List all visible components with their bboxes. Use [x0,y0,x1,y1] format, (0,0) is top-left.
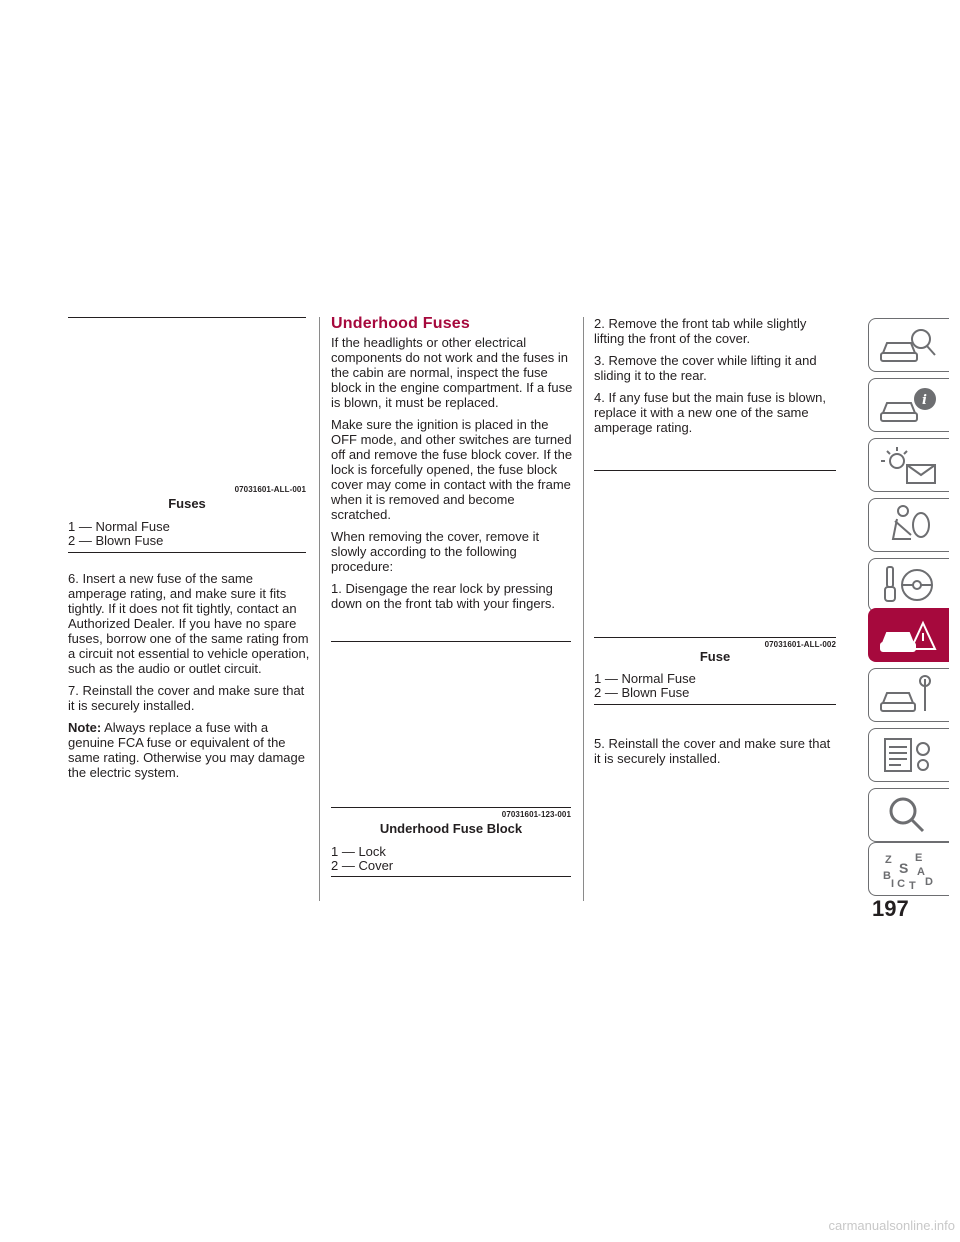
svg-text:i: i [922,393,927,408]
fig1-top-rule [68,317,306,318]
step-6: 6. Insert a new fuse of the same amperage rating, and make sure it fits tightly. If it does not fit tightly, contact an Authorized Dealer. If you have no spare fuses, borrow one of the same rating from a circuit not essential to vehicle operation, such as the audio or outlet circuit. [68,571,310,676]
tab-safety[interactable] [868,498,949,552]
svg-text:T: T [909,880,916,891]
right-body [594,316,838,442]
svg-text:E: E [915,852,923,864]
svg-text:A: A [917,866,925,878]
car-info-icon [877,383,941,427]
tab-warning-lights[interactable] [868,438,949,492]
svg-text:S: S [899,860,909,876]
step-7: 7. Reinstall the cover and make sure that it is securely installed. [68,683,305,713]
fig3-legend [594,672,836,700]
tab-in-case-of-emergency[interactable] [868,608,949,662]
svg-text:D: D [925,876,933,888]
fig1-title: Fuses [168,496,206,511]
tab-servicing-maintenance[interactable] [868,668,949,722]
warning-light-message-icon [877,443,941,487]
step-1: 1. Disengage the rear lock by pressing down on the front tab with your fingers. [331,581,556,611]
legend-item: 1 — Normal Fuse [594,671,696,686]
section-heading: Underhood Fuses [331,315,471,332]
tab-getting-to-know-vehicle[interactable] [868,318,949,372]
step-3: 3. Remove the cover while lifting it and sliding it to the rear. [594,353,817,383]
legend-item: 2 — Blown Fuse [68,533,164,548]
paragraph: If the headlights or other electrical components do not work and the fuses in the cabin are normal, inspect the fuse block in the engine compartment. If a fuse is blown, it must be replaced. [331,335,573,410]
note-text: Always replace a fuse with a genuine FCA fuse or equivalent of the same rating. Otherwise you may damage the electric system. [68,720,305,780]
watermark: carmanualsonline.info [828,1218,955,1233]
tab-vehicle-info[interactable] [868,378,949,432]
fig2-bottom-rule [331,876,571,877]
specs-list-gears-icon [877,733,941,777]
fig2-code: 07031601-123-001 [501,810,571,819]
left-body [68,571,313,787]
key-steering-wheel-icon [877,563,941,607]
legend-item: 2 — Blown Fuse [594,685,690,700]
fig3-code: 07031601-ALL-002 [764,640,836,649]
note [68,720,313,780]
page-number: 197 [872,896,909,921]
svg-text:Z: Z [885,854,892,866]
fig3-title: Fuse [699,649,731,664]
fig2-top-rule [331,641,571,642]
tab-index[interactable] [868,842,949,896]
tab-starting-operating[interactable] [868,558,949,612]
fig2-caption-rule [331,807,571,808]
svg-text:B: B [883,870,891,882]
paragraph: When removing the cover, remove it slowly according to the following procedure: [331,529,540,574]
fig3-bottom-rule [594,704,836,705]
tab-multimedia[interactable] [868,788,949,842]
legend-item: 1 — Lock [331,844,386,859]
tab-technical-specifications[interactable] [868,728,949,782]
middle-body [331,335,575,618]
fig1-code: 07031601-ALL-001 [234,485,306,494]
fig2-title: Underhood Fuse Block [379,821,523,836]
car-breakdown-warning-icon [877,613,941,657]
fig1-legend [68,520,306,548]
fig1-bottom-rule [68,552,306,553]
seatbelt-airbag-icon [877,503,941,547]
svg-text:I C: I C [891,878,906,890]
column-divider-1 [319,317,320,901]
step-5: 5. Reinstall the cover and make sure that it is securely installed. [594,736,831,766]
car-wrench-icon [877,673,941,717]
fig3-top-rule [594,470,836,471]
note-label: Note: [68,720,102,735]
search-magnifier-icon [877,793,941,837]
legend-item: 1 — Normal Fuse [68,519,170,534]
car-magnifier-icon [877,323,941,367]
alphabetical-index-icon [877,847,941,891]
column-divider-2 [583,317,584,901]
legend-item: 2 — Cover [331,858,394,873]
step-4: 4. If any fuse but the main fuse is blown, replace it with a new one of the same amperage rating. [594,390,826,435]
fig2-legend [331,845,571,873]
step-2: 2. Remove the front tab while slightly lifting the front of the cover. [594,316,807,346]
fig3-caption-rule [594,637,836,638]
paragraph: Make sure the ignition is placed in the OFF mode, and other switches are turned off and remove the fuse block cover. If the lock is forcefully opened, the fuse block cover may come in contact with the frame when it is removed and become scratched. [331,417,573,522]
